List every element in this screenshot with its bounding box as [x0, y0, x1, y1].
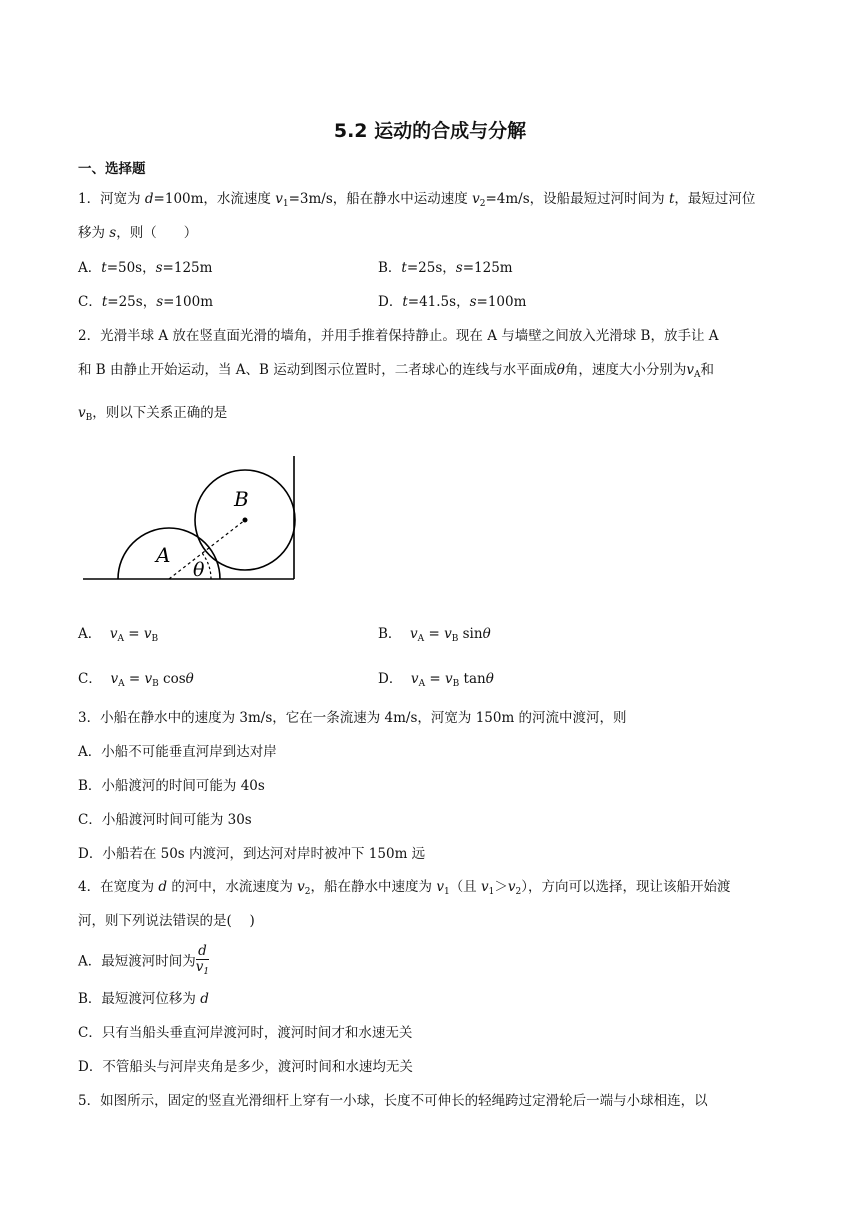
q1-option-c: C．t=25s，s=100m — [78, 294, 214, 310]
label-b: B — [234, 487, 249, 511]
label-theta: θ — [193, 559, 205, 581]
q4-stem-line2: 河，则下列说法错误的是( ) — [78, 913, 255, 929]
q1-stem-line1: 1．河宽为 d=100m，水流速度 $v_1=3m/s$，船在静水中运动速度 $v_2=4m/s$，设船最短过河时间为 t，最短过河位 — [78, 191, 756, 209]
q3-option-a: A．小船不可能垂直河岸到达对岸 — [78, 744, 277, 760]
q4-stem-line1: 4．在宽度为 d 的河中，水流速度为 $v_2$，船在静水中速度为 $v_1$（且 $v_1>v_2$），方向可以选择，现让该船开始渡 — [78, 879, 731, 897]
q3-stem: 3．小船在静水中的速度为 3m/s，它在一条流速为 4m/s，河宽为 150m 的河流中渡河，则 — [78, 710, 627, 726]
q2-option-a: A． $v_A = v_B$ — [78, 626, 159, 644]
q2-option-b: B． $v_A = v_B$ sinθ — [378, 626, 491, 644]
label-a: A — [156, 543, 171, 567]
q4-option-b: B．最短渡河位移为 d — [78, 991, 209, 1007]
section-heading: 一、选择题 — [78, 161, 146, 177]
q2-stem-line3: $v_B$，则以下关系正确的是 — [78, 405, 228, 423]
q2-option-d: D． $v_A = v_B$ tanθ — [378, 671, 494, 689]
q1-stem-line2: 移为 s，则（ ） — [78, 225, 198, 241]
q1-option-b: B．t=25s，s=125m — [378, 260, 513, 276]
q4-option-d: D．不管船头与河岸夹角是多少，渡河时间和水速均无关 — [78, 1059, 413, 1075]
center-b-dot — [243, 518, 248, 523]
q2-figure — [80, 452, 300, 586]
page-title: 5.2 运动的合成与分解 — [333, 120, 527, 142]
q3-option-b: B．小船渡河的时间可能为 40s — [78, 778, 265, 794]
q2-stem-line2: 和 B 由静止开始运动，当 A、B 运动到图示位置时，二者球心的连线与水平面成θ角，速度大小分别为$v_A$和 — [78, 362, 715, 380]
q1-option-d: D．t=41.5s，s=100m — [378, 294, 527, 310]
q4-option-a: A．最短渡河时间为 $\frac{d}{v_1}$ — [78, 944, 209, 980]
q2-stem-line1: 2．光滑半球 A 放在竖直面光滑的墙角，并用手推着保持静止。现在 A 与墙壁之间放入光滑球 B，放手让 A — [78, 328, 719, 344]
q4-option-c: C．只有当船头垂直河岸渡河时，渡河时间才和水速无关 — [78, 1025, 413, 1041]
fraction-d-over-v1: $\frac{d}{v_1}$ — [195, 943, 210, 977]
q1-option-a: A．t=50s，s=125m — [78, 260, 213, 276]
q2-option-c: C． $v_A = v_B$ cosθ — [78, 671, 194, 689]
q3-option-c: C．小船渡河时间可能为 30s — [78, 812, 252, 828]
q3-option-d: D．小船若在 50s 内渡河，到达河对岸时被冲下 150m 远 — [78, 846, 426, 862]
q5-stem-line1: 5．如图所示，固定的竖直光滑细杆上穿有一小球，长度不可伸长的轻绳跨过定滑轮后一端与小球相连，以 — [78, 1093, 708, 1109]
